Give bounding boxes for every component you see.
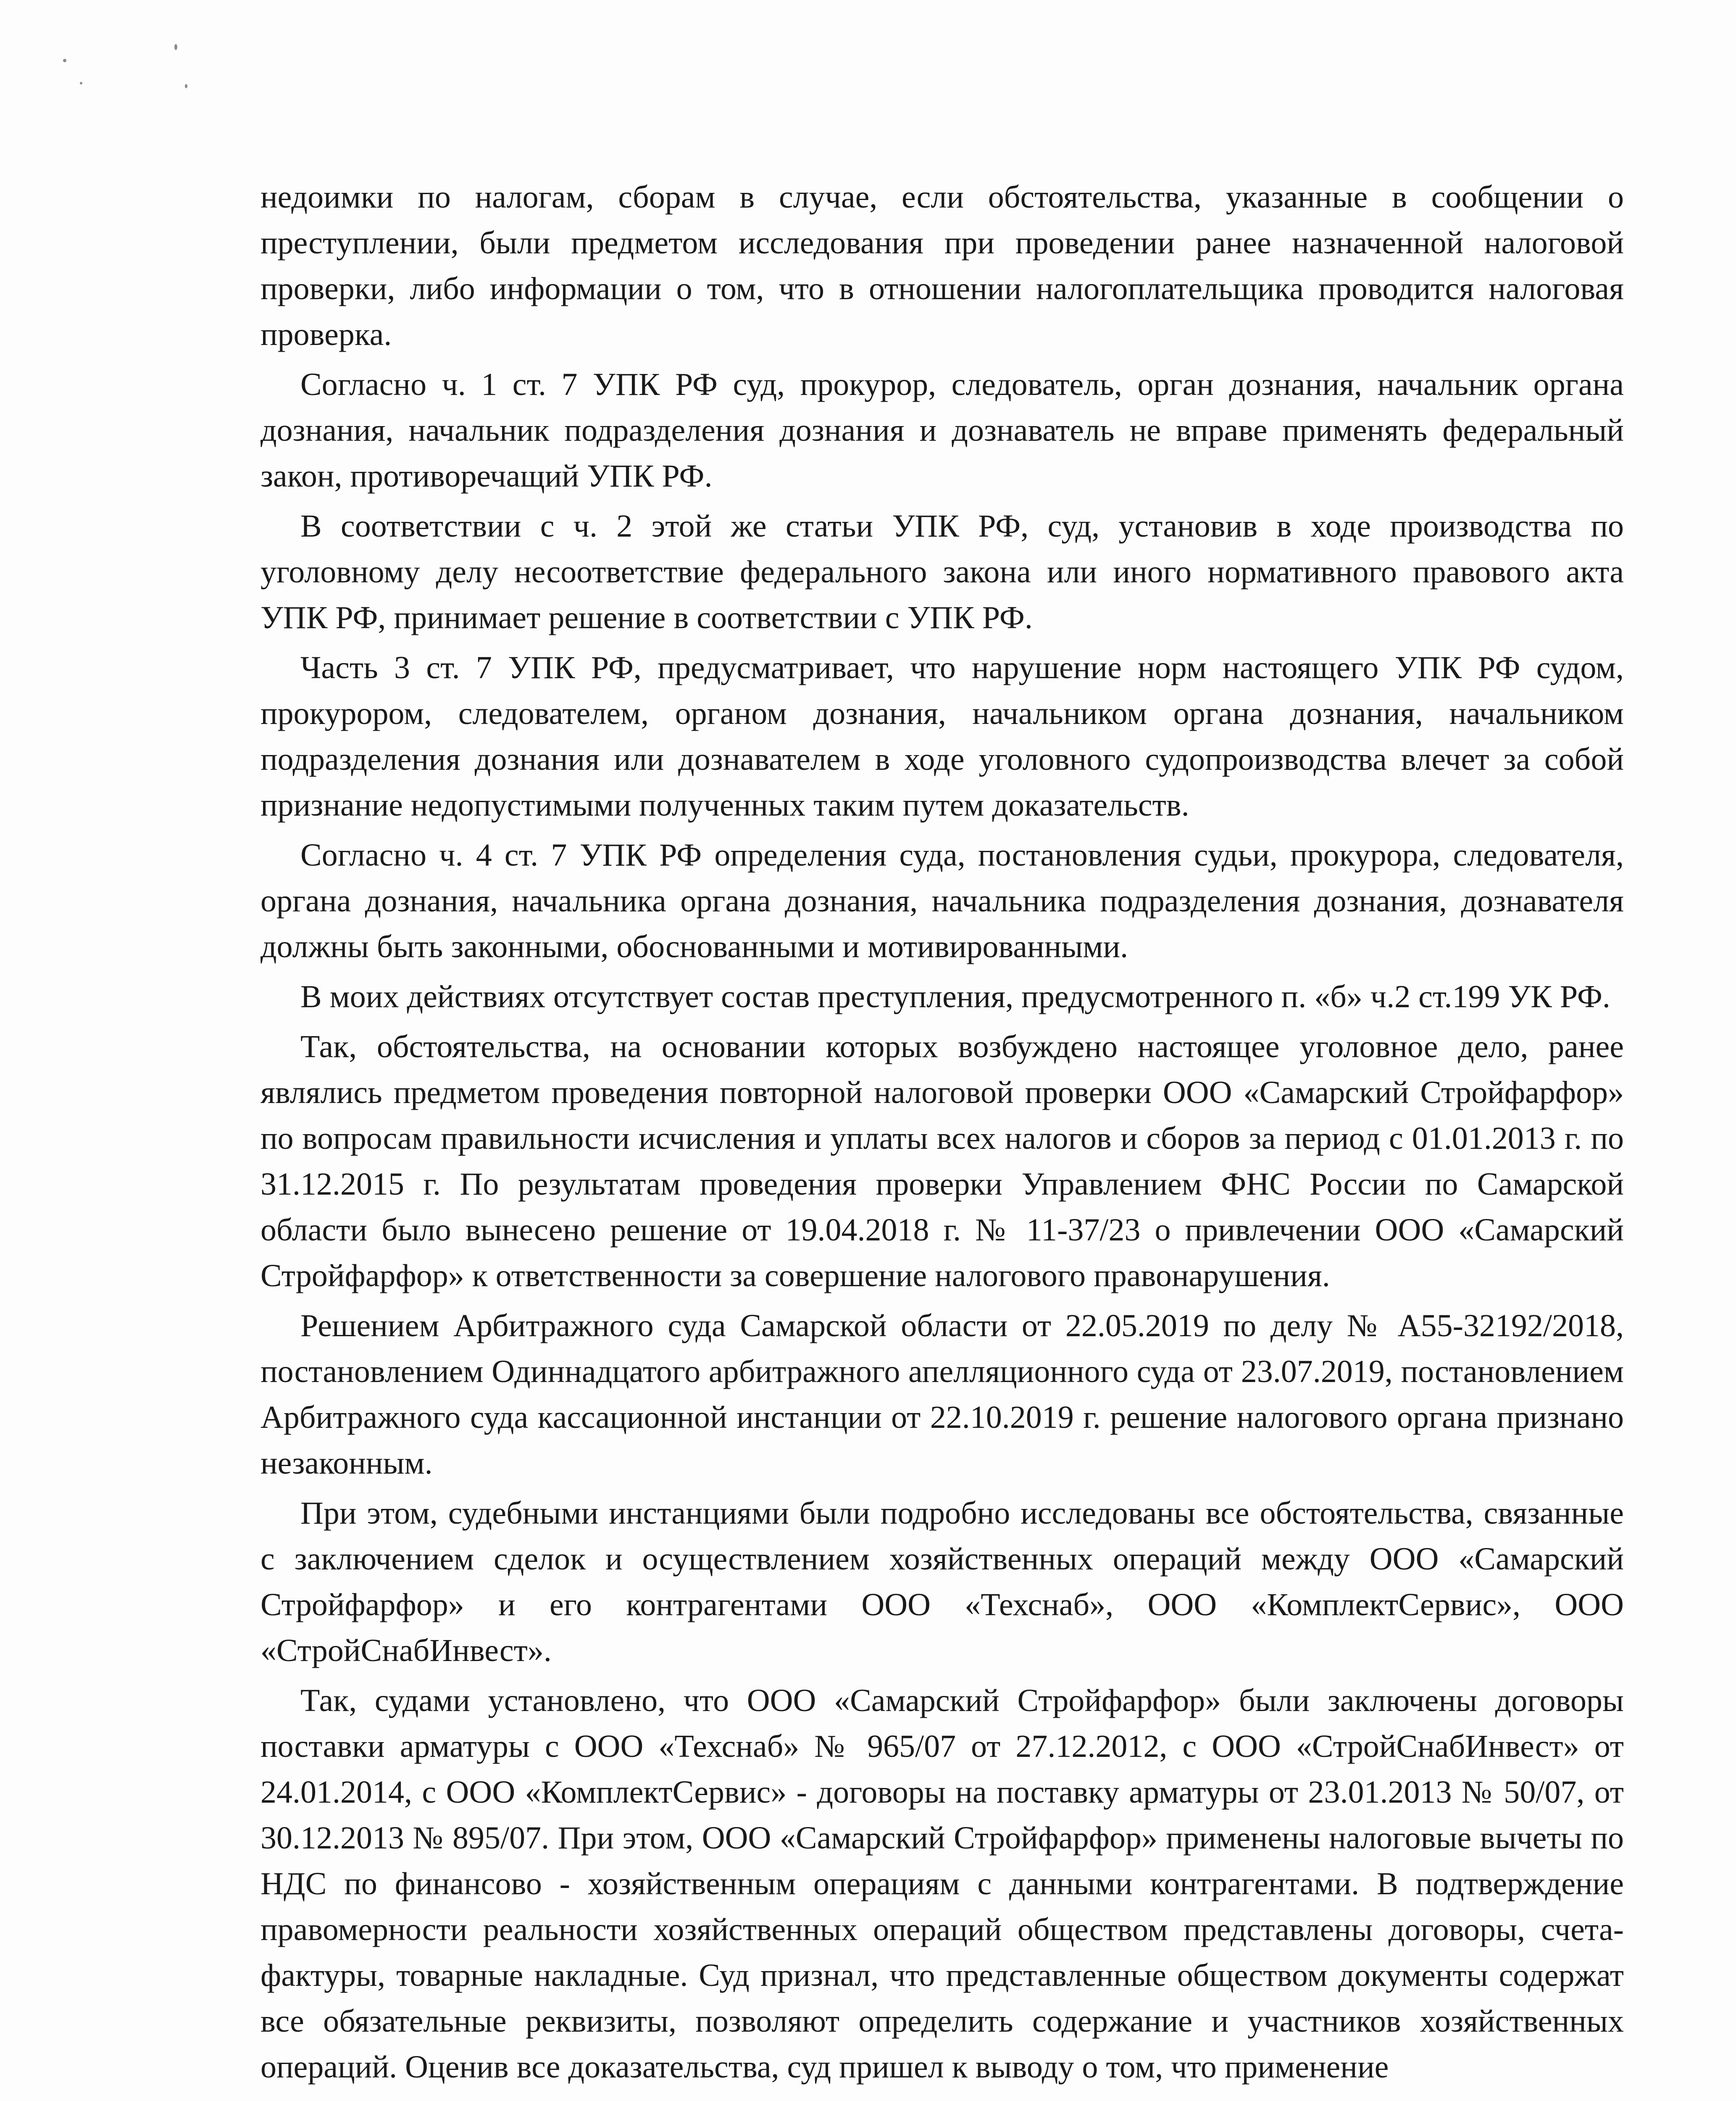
paragraph: Часть 3 ст. 7 УПК РФ, предусматривает, что нарушение норм настоящего УПК РФ судом, прокурором, следователем, органом дознания, начальником органа дознания, начальником подразделения дознания или дознавателем в ходе уголовного судопроизводства влечет за собой признание недопустимыми полученных таким путем доказательств.	[260, 650, 1624, 823]
paragraph: Так, судами установлено, что ООО «Самарский Стройфарфор» были заключены договоры поставки арматуры с ООО «Техснаб» № 965/07 от 27.12.2012, с ООО «СтройСнабИнвест» от 24.01.2014, с ООО «КомплектСервис» - договоры на поставку арматуры от 23.01.2013 № 50/07, от 30.12.2013 № 895/07. При этом, ООО «Самарский Стройфарфор» применены налоговые вычеты по НДС по финансово - хозяйственным операциям с данными контрагентами. В подтверждение правомерности реальности хозяйственных операций обществом представлены договоры, счета-фактуры, товарные накладные. Суд признал, что представленные обществом документы содержат все обязательные реквизиты, позволяют определить содержание и участников хозяйственных операций. Оценив все доказательства, суд пришел к выводу о том, что применение	[260, 1683, 1624, 2085]
scan-speck	[80, 82, 82, 84]
scan-speck	[63, 59, 66, 62]
paragraph: Согласно ч. 1 ст. 7 УПК РФ суд, прокурор, следователь, орган дознания, начальник органа дознания, начальник подразделения дознания и дознаватель не вправе применять федеральный закон, противоречащий УПК РФ.	[260, 367, 1624, 494]
paragraph: Согласно ч. 4 ст. 7 УПК РФ определения суда, постановления судьи, прокурора, следователя, органа дознания, начальника органа дознания, начальника подразделения дознания, дознавателя должны быть законными, обоснованными и мотивированными.	[260, 837, 1624, 964]
paragraph: Решением Арбитражного суда Самарской области от 22.05.2019 по делу № А55-32192/2018, постановлением Одиннадцатого арбитражного апелляционного суда от 23.07.2019, постановлением Арбитражного суда кассационной инстанции от 22.10.2019 г. решение налогового органа признано незаконным.	[260, 1308, 1624, 1481]
paragraph: Так, обстоятельства, на основании которых возбуждено настоящее уголовное дело, ранее являлись предметом проведения повторной налоговой проверки ООО «Самарский Стройфарфор» по вопросам правильности исчисления и уплаты всех налогов и сборов за период с 01.01.2013 г. по 31.12.2015 г. По результатам проведения проверки Управлением ФНС России по Самарской области было вынесено решение от 19.04.2018 г. № 11-37/23 о привлечении ООО «Самарский Стройфарфор» к ответственности за совершение налогового правонарушения.	[260, 1029, 1624, 1293]
paragraph: В соответствии с ч. 2 этой же статьи УПК РФ, суд, установив в ходе производства по уголовному делу несоответствие федерального закона или иного нормативного правового акта УПК РФ, принимает решение в соответствии с УПК РФ.	[260, 508, 1624, 635]
paragraph: недоимки по налогам, сборам в случае, если обстоятельства, указанные в сообщении о преступлении, были предметом исследования при проведении ранее назначенной налоговой проверки, либо информации о том, что в отношении налогоплательщика проводится налоговая проверка.	[260, 179, 1624, 352]
document-body	[260, 174, 1624, 2094]
paragraph: В моих действиях отсутствует состав преступления, предусмотренного п. «б» ч.2 ст.199 УК РФ.	[300, 979, 1610, 1014]
scan-speck	[174, 44, 177, 50]
paragraph: При этом, судебными инстанциями были подробно исследованы все обстоятельства, связанные с заключением сделок и осуществлением хозяйственных операций между ООО «Самарский Стройфарфор» и его контрагентами ООО «Техснаб», ООО «КомплектСервис», ООО «СтройСнабИнвест».	[260, 1495, 1624, 1668]
scan-speck	[185, 84, 187, 88]
